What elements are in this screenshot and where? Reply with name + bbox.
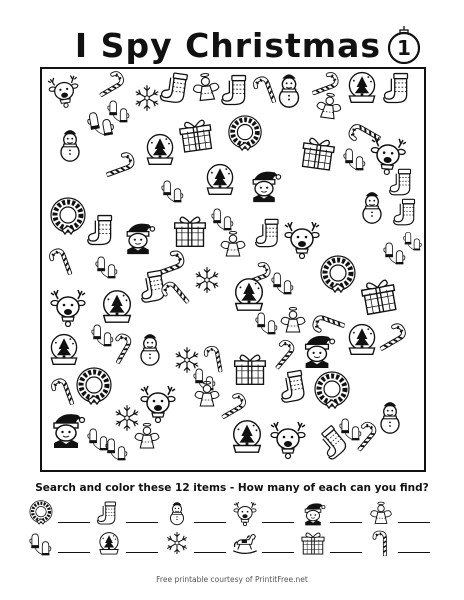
key-item-snow-globe — [96, 530, 160, 556]
answer-blank[interactable] — [262, 552, 294, 553]
key-item-snowman — [164, 500, 228, 526]
mittens-icon[interactable] — [340, 419, 361, 440]
snow-globe-icon[interactable] — [207, 165, 232, 195]
candy-cane-icon[interactable] — [205, 347, 222, 373]
stocking-icon[interactable] — [160, 72, 188, 104]
mittens-icon[interactable] — [384, 243, 405, 264]
answer-blank[interactable] — [262, 522, 294, 523]
answer-blank[interactable] — [58, 552, 90, 553]
candy-cane-icon — [368, 530, 394, 556]
angel-icon[interactable] — [192, 72, 220, 101]
angel-icon[interactable] — [315, 92, 342, 120]
snow-globe-icon[interactable] — [234, 421, 261, 452]
reindeer-icon[interactable] — [271, 422, 305, 459]
reindeer-icon[interactable] — [51, 290, 85, 327]
instructions-text: Search and color these 12 items - How many of each can you find? — [35, 482, 429, 494]
answer-blank[interactable] — [58, 522, 90, 523]
answer-blank[interactable] — [126, 522, 158, 523]
key-item-angel — [368, 500, 432, 526]
mittens-icon — [28, 530, 54, 556]
candy-cane-icon[interactable] — [218, 394, 247, 418]
gift-icon[interactable] — [235, 355, 266, 384]
snow-globe-icon[interactable] — [236, 279, 263, 310]
snowman-icon[interactable] — [141, 334, 159, 365]
snow-globe-icon — [96, 530, 122, 556]
key-item-elf — [300, 500, 364, 526]
reindeer-icon[interactable] — [141, 386, 175, 423]
mittens-icon[interactable] — [272, 273, 293, 294]
snowman-icon[interactable] — [381, 402, 399, 433]
puzzle-number: 1 — [397, 36, 411, 60]
mittens-icon[interactable] — [92, 325, 113, 346]
mittens-icon[interactable] — [256, 313, 277, 334]
elf-icon[interactable] — [127, 224, 154, 255]
reindeer-icon — [232, 500, 258, 526]
mittens-icon[interactable] — [404, 232, 422, 250]
stocking-icon[interactable] — [384, 74, 408, 103]
wreath-icon — [28, 500, 54, 526]
key-item-stocking — [96, 500, 160, 526]
key-item-wreath — [28, 500, 92, 526]
answer-blank[interactable] — [330, 522, 362, 523]
wreath-icon[interactable] — [321, 256, 355, 292]
snowflake-icon[interactable] — [116, 405, 139, 431]
candy-cane-icon[interactable] — [254, 77, 275, 106]
snow-globe-icon[interactable] — [104, 291, 131, 322]
snowflake-icon[interactable] — [136, 85, 159, 111]
mittens-icon[interactable] — [212, 209, 233, 230]
angel-icon[interactable] — [195, 381, 219, 406]
answer-blank[interactable] — [398, 522, 430, 523]
angel-icon[interactable] — [221, 231, 245, 256]
stocking-icon — [96, 500, 122, 526]
mittens-icon[interactable] — [344, 149, 365, 170]
wreath-icon[interactable] — [77, 368, 111, 404]
stocking-icon[interactable] — [390, 169, 411, 195]
answer-blank[interactable] — [126, 552, 158, 553]
header — [0, 22, 464, 72]
gift-icon[interactable] — [301, 137, 335, 170]
snow-globe-icon[interactable] — [51, 335, 76, 365]
gift-icon — [300, 530, 326, 556]
angel-icon — [368, 500, 394, 526]
wreath-icon[interactable] — [229, 116, 261, 150]
answer-blank[interactable] — [194, 552, 226, 553]
candy-cane-icon[interactable] — [96, 72, 125, 96]
candy-cane-icon[interactable] — [310, 73, 339, 94]
elf-icon[interactable] — [54, 414, 85, 448]
key-item-reindeer — [232, 500, 296, 526]
key-item-rocking-horse — [232, 530, 296, 556]
stocking-icon[interactable] — [88, 216, 112, 245]
snow-globe-icon[interactable] — [147, 135, 172, 165]
stocking-icon[interactable] — [394, 199, 415, 225]
rocking-horse-icon — [232, 530, 258, 556]
item-key — [28, 500, 438, 560]
snowflake-icon — [164, 530, 190, 556]
key-item-snowflake — [164, 530, 228, 556]
candy-cane-icon[interactable] — [52, 379, 73, 408]
elf-icon[interactable] — [306, 336, 335, 368]
answer-blank[interactable] — [330, 552, 362, 553]
key-item-gift — [300, 530, 364, 556]
answer-blank[interactable] — [194, 522, 226, 523]
elf-icon[interactable] — [253, 172, 280, 203]
snowflake-icon[interactable] — [196, 267, 219, 293]
puzzle-illustration — [42, 69, 424, 470]
candy-cane-icon[interactable] — [50, 249, 71, 278]
mittens-icon[interactable] — [162, 181, 183, 202]
snowflake-icon[interactable] — [176, 347, 199, 373]
snowman-icon[interactable] — [363, 192, 381, 223]
stocking-icon[interactable] — [256, 219, 278, 246]
reindeer-icon[interactable] — [285, 222, 319, 259]
snow-globe-icon[interactable] — [349, 325, 374, 355]
i-spy-puzzle-area — [40, 67, 426, 472]
wreath-icon[interactable] — [315, 372, 349, 408]
key-item-candy-cane — [368, 530, 432, 556]
angel-icon[interactable] — [281, 307, 305, 332]
answer-blank[interactable] — [398, 552, 430, 553]
snowman-icon[interactable] — [61, 130, 79, 161]
stocking-icon[interactable] — [137, 270, 165, 303]
mittens-icon[interactable] — [108, 101, 129, 122]
mittens-icon[interactable] — [96, 257, 117, 278]
ornament-badge-icon — [386, 24, 422, 64]
wreath-icon[interactable] — [51, 198, 85, 234]
angel-icon[interactable] — [135, 423, 159, 448]
candy-cane-icon[interactable] — [313, 315, 343, 338]
candy-cane-icon[interactable] — [162, 281, 189, 309]
stocking-icon[interactable] — [222, 76, 246, 105]
page-title: I Spy Christmas — [74, 26, 382, 65]
candy-cane-icon[interactable] — [104, 153, 134, 176]
snowman-icon — [164, 500, 190, 526]
gift-icon[interactable] — [361, 279, 398, 315]
stocking-icon[interactable] — [277, 370, 305, 403]
candy-cane-icon[interactable] — [269, 340, 296, 368]
gift-icon[interactable] — [179, 119, 213, 152]
mittens-icon[interactable] — [106, 439, 127, 460]
gift-icon[interactable] — [175, 217, 206, 246]
credit-text: Free printable courtesy of PrintitFree.net — [156, 575, 308, 584]
reindeer-icon[interactable] — [48, 75, 81, 110]
candy-cane-icon[interactable] — [349, 123, 380, 149]
key-item-mittens — [28, 530, 92, 556]
candy-cane-icon[interactable] — [376, 324, 407, 350]
snow-globe-icon[interactable] — [349, 73, 374, 103]
snowman-icon[interactable] — [280, 74, 299, 107]
elf-icon — [300, 500, 326, 526]
